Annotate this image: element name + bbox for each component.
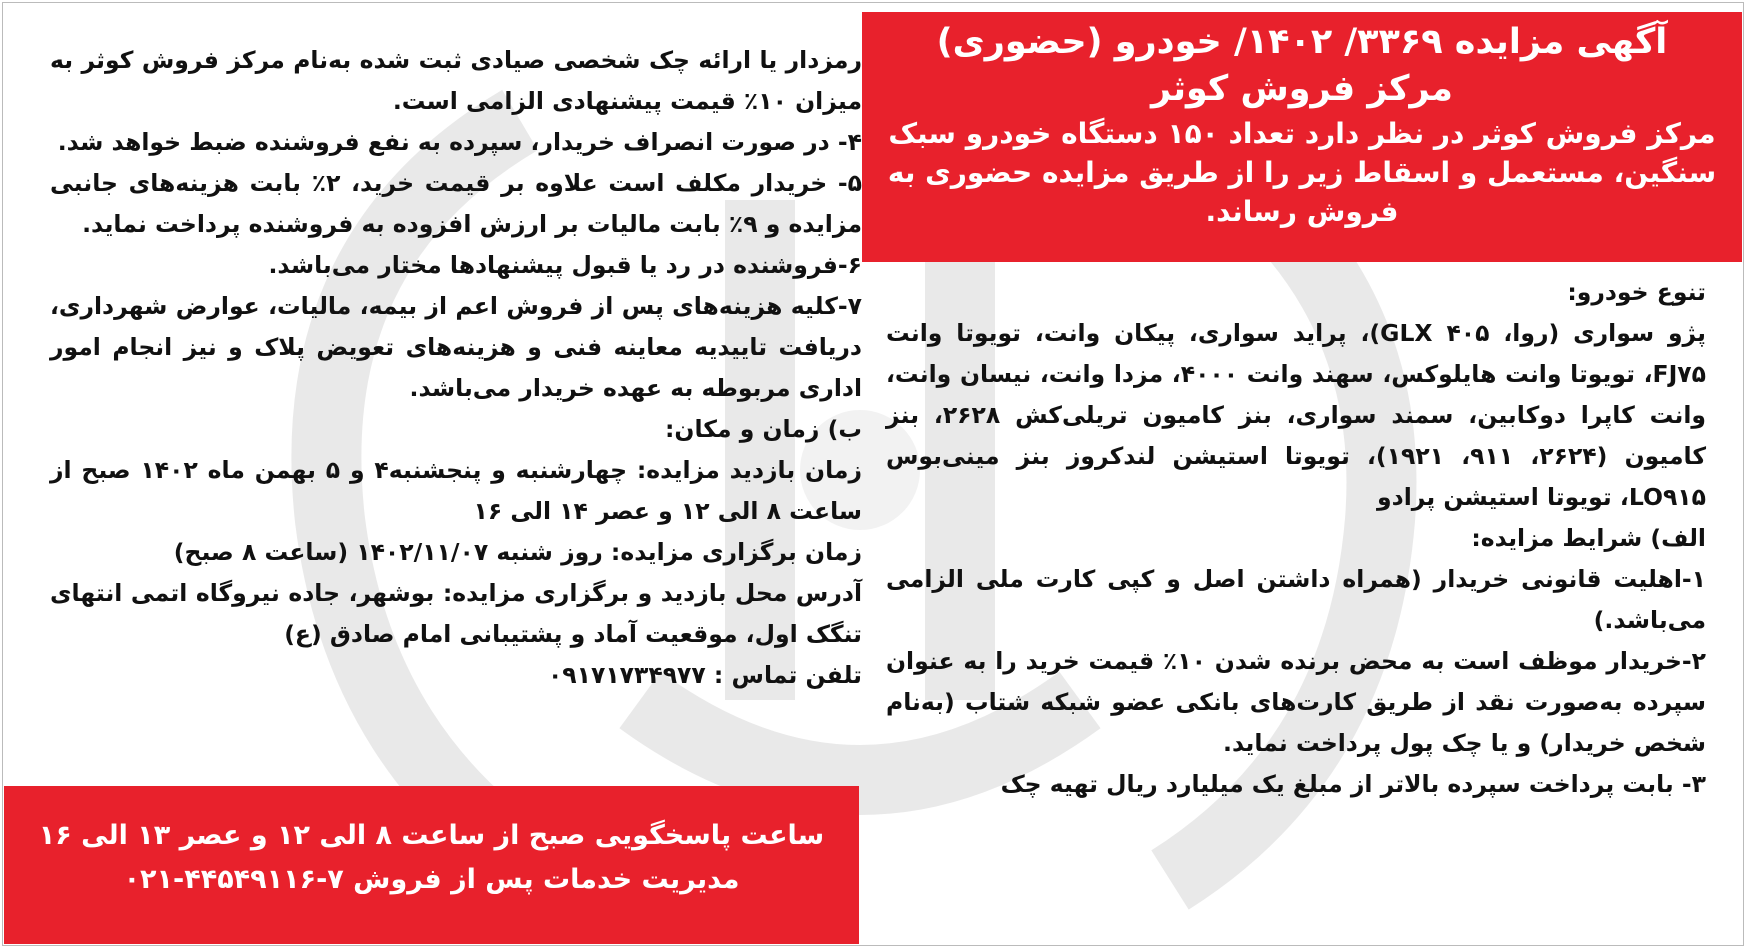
contact-phone: تلفن تماس : ۰۹۱۷۱۷۳۴۹۷۷	[547, 661, 862, 689]
after-sales-phone: مدیریت خدمات پس از فروش ۷-۴۴۵۴۹۱۱۶-۰۲۱	[123, 864, 740, 895]
condition-7: ۷-کلیه هزینه‌های پس از فروش اعم از بیمه، مالیات، عوارض شهرداری، دریافت تاییدیه معاینه فنی و هزینه‌های تعویض پلاک و نیز انجام امور اداری مربوطه به عهده خریدار می‌باشد.	[50, 292, 862, 402]
footer-banner	[4, 786, 859, 944]
conditions-heading: الف) شرایط مزایده:	[1471, 524, 1706, 552]
condition-3-start: ۳- بابت پرداخت سپرده بالاتر از مبلغ یک میلیارد ریال تهیه چک	[1000, 770, 1706, 798]
condition-6: ۶-فروشنده در رد یا قبول پیشنهادها مختار می‌باشد.	[268, 251, 862, 279]
notice-subtitle: مرکز فروش کوثر	[1151, 69, 1453, 109]
vehicle-types-list: پژو سواری (روا، ۴۰۵ GLX)، پراید سواری، پیکان وانت، تویوتا وانت FJ۷۵، تویوتا وانت هایلوکس، سهند وانت ۴۰۰۰، مزدا وانت، نیسان وانت، وانت کاپرا دوکابین، سمند سواری، بنز کامیون تریلی‌کش ۲۶۲۸، بنز کامیون (۲۶۲۴، ۹۱۱، ۱۹۲۱)، تویوتا استیشن لندکروز بنز مینی‌بوس LO۹۱۵، تویوتا استیشن پرادو	[886, 319, 1706, 511]
notice-title: آگهی مزایده ۳۳۶۹/ ۱۴۰۲/ خودرو (حضوری)	[936, 22, 1668, 62]
vehicle-types-heading: تنوع خودرو:	[1567, 278, 1706, 306]
condition-3-cont: رمزدار یا ارائه چک شخصی صیادی ثبت شده به‌نام مرکز فروش کوثر به میزان ۱۰٪ قیمت پیشنهادی الزامی است.	[50, 46, 862, 115]
auction-time: زمان برگزاری مزایده: روز شنبه ۱۴۰۲/۱۱/۰۷ (ساعت ۸ صبح)	[173, 538, 862, 566]
condition-2: ۲-خریدار موظف است به محض برنده شدن ۱۰٪ قیمت خرید را به عنوان سپرده به‌صورت نقد از طریق کارت‌های بانکی عضو شبکه شتاب (به‌نام شخص خریدار) و یا چک پول پرداخت نماید.	[886, 647, 1706, 757]
auction-address: آدرس محل بازدید و برگزاری مزایده: بوشهر، جاده نیروگاه اتمی انتهای تنگک اول، موقعیت آماد و پشتیبانی امام صادق (ع)	[50, 579, 862, 648]
header-banner	[862, 12, 1742, 262]
visit-time: زمان بازدید مزایده: چهارشنبه و پنجشنبه۴ و ۵ بهمن ماه ۱۴۰۲ صبح از ساعت ۸ الی ۱۲ و عصر ۱۴ الی ۱۶	[50, 456, 862, 525]
condition-4: ۴- در صورت انصراف خریدار، سپرده به نفع فروشنده ضبط خواهد شد.	[57, 128, 862, 156]
left-text-column	[50, 40, 862, 696]
condition-5: ۵- خریدار مکلف است علاوه بر قیمت خرید، ۲٪ بابت هزینه‌های جانبی مزایده و ۹٪ بابت مالیات بر ارزش افزوده به فروشنده پرداخت نماید.	[50, 169, 862, 238]
right-text-column	[886, 272, 1706, 805]
notice-intro: مرکز فروش کوثر در نظر دارد تعداد ۱۵۰ دستگاه خودرو سبک سنگین، مستعمل و اسقاط زیر را از طریق مزایده حضوری به فروش رساند.	[887, 117, 1717, 228]
time-place-heading: ب) زمان و مکان:	[665, 415, 862, 443]
condition-1: ۱-اهلیت قانونی خریدار (همراه داشتن اصل و کپی کارت ملی الزامی می‌باشد.)	[886, 565, 1706, 634]
response-hours: ساعت پاسخگویی صبح از ساعت ۸ الی ۱۲ و عصر ۱۳ الی ۱۶	[38, 820, 825, 851]
